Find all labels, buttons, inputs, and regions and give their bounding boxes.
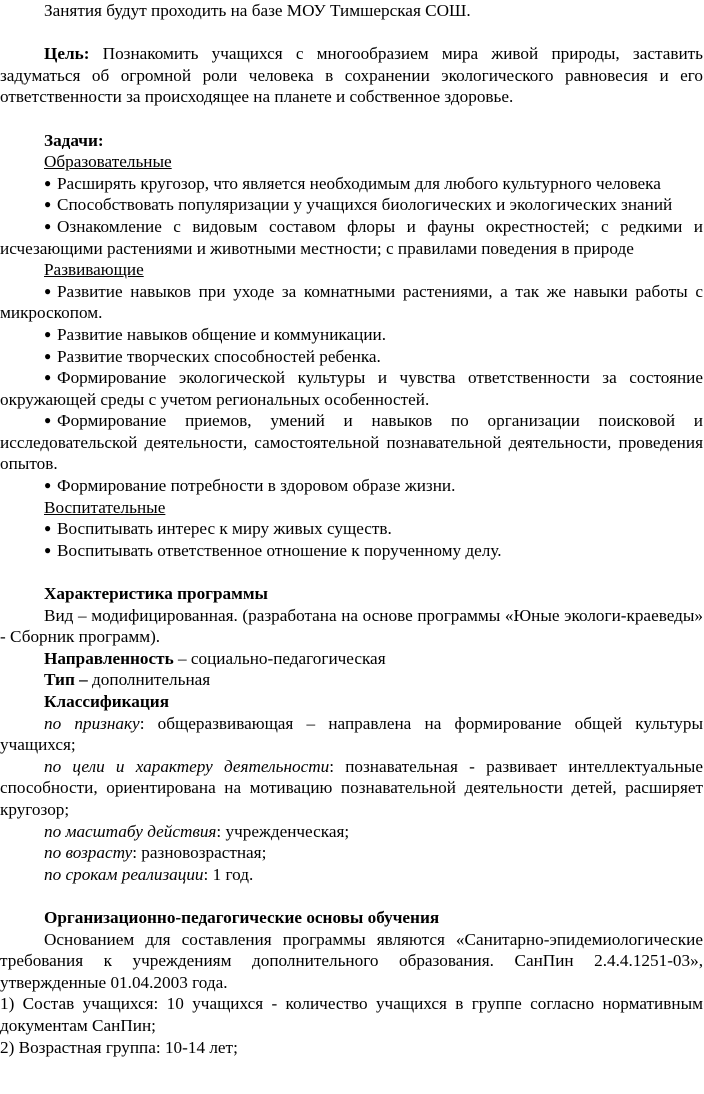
bullet-icon: ● xyxy=(44,197,52,212)
classification-item: по возрасту: разновозрастная; xyxy=(44,843,267,863)
list-item: ● Формирование экологической культуры и чувства ответственности за состояние окружающей среды с учетом региональных особенностей. xyxy=(0,368,703,409)
list-item: ● Развитие навыков общение и коммуникации. xyxy=(44,324,387,344)
bullet-icon: ● xyxy=(44,175,52,190)
spacer xyxy=(0,561,703,583)
list-item: ● Расширять кругозор, что является необходимым для любого культурного человека xyxy=(44,173,661,193)
list-item: ● Развитие творческих способностей ребенка. xyxy=(44,346,381,366)
list-item: ● Способствовать популяризации у учащихся биологических и экологических знаний xyxy=(44,195,673,215)
classification-item: по признаку: общеразвивающая – направлена на формирование общей культуры учащихся; xyxy=(0,713,703,755)
characteristics-direction: Направленность – социально-педагогическая xyxy=(44,648,386,668)
bullet-icon: ● xyxy=(44,218,52,233)
tasks-group-developing: Развивающие xyxy=(44,260,144,280)
goal-paragraph xyxy=(0,43,703,108)
org-item: 1) Состав учащихся: 10 учащихся - количество учащихся в группе согласно нормативным документам СанПин; xyxy=(0,994,703,1035)
classification-title: Классификация xyxy=(44,692,169,711)
bullet-icon: ● xyxy=(44,521,52,536)
spacer xyxy=(0,22,703,44)
classification-item: по срокам реализации: 1 год. xyxy=(44,864,254,884)
classification-item: по цели и характеру деятельности: познавательная - развивает интеллектуальные способности, ориентирована на мотивацию познавательной деятельности детей, расширяет кругозор; xyxy=(0,756,703,819)
classification-item: по масштабу действия: учрежденческая; xyxy=(44,821,350,841)
list-item: ● Формирование потребности в здоровом образе жизни. xyxy=(44,476,456,496)
list-item: ● Развитие навыков при уходе за комнатными растениями, а так же навыки работы с микроскопом. xyxy=(0,281,703,323)
spacer xyxy=(0,108,703,130)
spacer xyxy=(0,885,703,907)
tasks-group-educational: Образовательные xyxy=(44,152,172,172)
list-item: ● Воспитывать интерес к миру живых существ. xyxy=(44,519,392,539)
characteristics-type: Тип – дополнительная xyxy=(44,670,211,690)
tasks-group-upbringing: Воспитательные xyxy=(44,497,166,517)
tasks-title: Задачи: xyxy=(44,130,104,150)
intro-line: Занятия будут проходить на базе МОУ Тимшерская СОШ. xyxy=(44,1,471,20)
characteristics-title: Характеристика программы xyxy=(44,584,268,604)
bullet-icon: ● xyxy=(44,413,52,428)
bullet-icon: ● xyxy=(44,283,52,298)
list-item: ● Ознакомление с видовым составом флоры и фауны окрестностей; с редкими и исчезающими растениями и животными местности; с правилами поведения в природе xyxy=(0,216,703,258)
list-item: ● Воспитывать ответственное отношение к порученному делу. xyxy=(44,540,502,560)
goal-text: Познакомить учащихся с многообразием мира живой природы, заставить задуматься об огромной роли человека в сохранении экологического равновесия и его ответственности за происходящее на планете и собственное здоровье. xyxy=(0,44,703,107)
bullet-icon: ● xyxy=(44,348,52,363)
org-basis: Основанием для составления программы являются «Санитарно-эпидемиологические требования к учреждениям дополнительного образования. СанПин 2.4.4.1251-03», утвержденные 01.04.2003 года. xyxy=(0,929,703,992)
org-item: 2) Возрастная группа: 10-14 лет; xyxy=(0,1037,238,1057)
bullet-icon: ● xyxy=(44,326,52,341)
list-item: ● Формирование приемов, умений и навыков по организации поисковой и исследовательской деятельности, самостоятельной познавательной деятельности, проведения опытов. xyxy=(0,411,703,474)
goal-label: Цель: xyxy=(44,44,90,64)
bullet-icon: ● xyxy=(44,542,52,557)
bullet-icon: ● xyxy=(44,478,52,493)
org-title: Организационно-педагогические основы обучения xyxy=(44,907,440,927)
bullet-icon: ● xyxy=(44,370,52,385)
characteristics-kind: Вид – модифицированная. (разработана на основе программы «Юные экологи-краеведы» - Сборник программ). xyxy=(0,605,703,647)
